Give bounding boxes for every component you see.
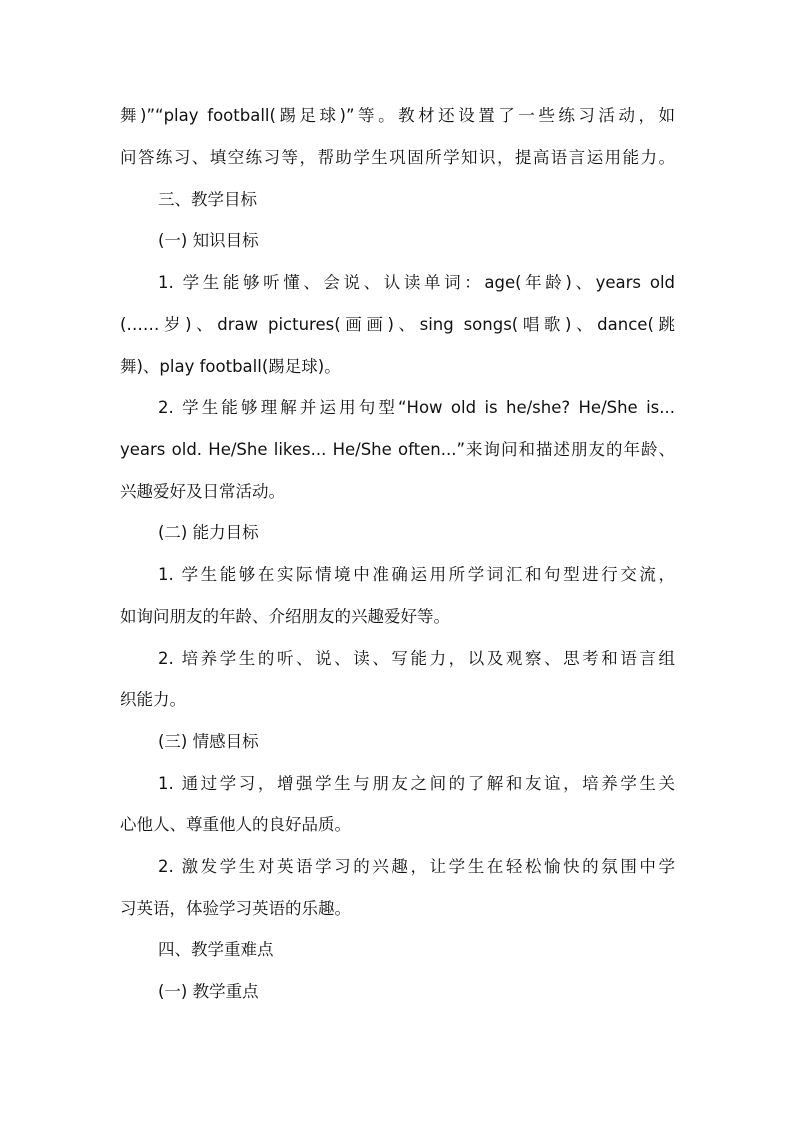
text-line: 2. 学生能够理解并运用句型“How old is he/she? He/She is...: [158, 398, 675, 417]
text-line: 1. 通过学习，增强学生与朋友之间的了解和友谊，培养学生关: [158, 774, 675, 793]
text-line: years old. He/She likes... He/She often...”来询问和描述朋友的年龄、: [120, 440, 675, 459]
text-line: 1. 学生能够在实际情境中准确运用所学词汇和句型进行交流，: [158, 565, 675, 584]
text-line: 1. 学生能够听懂、会说、认读单词：age(年龄)、years old: [158, 273, 675, 292]
text-line: 兴趣爱好及日常活动。: [120, 482, 285, 501]
text-line: 2. 激发学生对英语学习的兴趣，让学生在轻松愉快的氛围中学: [158, 857, 675, 876]
subsection-heading: (二) 能力目标: [158, 523, 259, 542]
text-line: (……岁)、draw pictures(画画)、sing songs(唱歌)、dance(跳: [120, 315, 675, 334]
text-line: 舞)”“play football(踢足球)”等。教材还设置了一些练习活动，如: [120, 106, 675, 125]
subsection-heading: (一) 知识目标: [158, 231, 259, 250]
text-line: 织能力。: [120, 690, 186, 709]
text-line: 心他人、尊重他人的良好品质。: [120, 815, 351, 834]
section-heading: 三、教学目标: [158, 190, 257, 209]
text-line: 2. 培养学生的听、说、读、写能力，以及观察、思考和语言组: [158, 649, 675, 668]
subsection-heading: (一) 教学重点: [158, 982, 259, 1001]
text-line: 舞)、play football(踢足球)。: [120, 357, 341, 376]
text-line: 习英语，体验学习英语的乐趣。: [120, 899, 351, 918]
subsection-heading: (三) 情感目标: [158, 732, 259, 751]
text-line: 如询问朋友的年龄、介绍朋友的兴趣爱好等。: [120, 607, 450, 626]
text-line: 问答练习、填空练习等，帮助学生巩固所学知识，提高语言运用能力。: [120, 148, 675, 167]
section-heading: 四、教学重难点: [158, 940, 274, 959]
